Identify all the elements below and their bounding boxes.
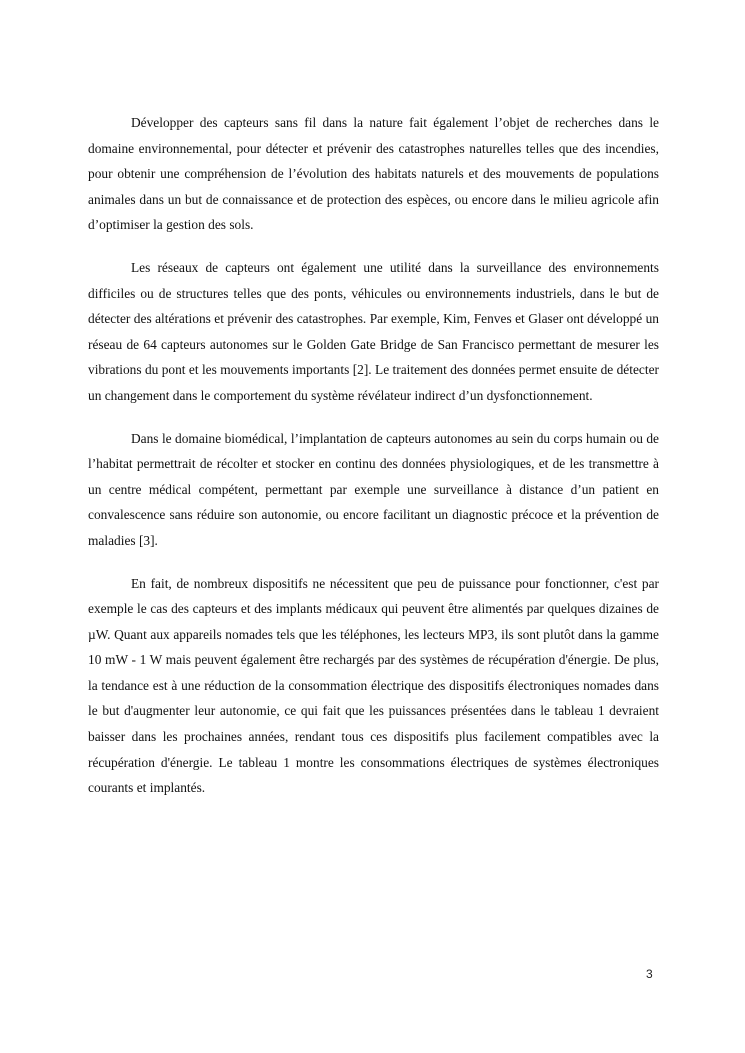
paragraph-power-consumption: En fait, de nombreux dispositifs ne nécessitent que peu de puissance pour fonctionner, c'est par exemple le cas des capteurs et des implants médicaux qui peuvent être alimentés par quelques dizaines de µW. Quant aux appareils nomades tels que les téléphones, les lecteurs MP3, ils sont plutôt dans la gamme 10 mW - 1 W mais peuvent également être rechargés par des systèmes de récupération d'énergie. De plus, la tendance est à une réduction de la consommation électrique des dispositifs électroniques nomades dans le but d'augmenter leur autonomie, ce qui fait que les puissances présentées dans le tableau 1 devraient baisser dans les prochaines années, rendant tous ces dispositifs plus facilement compatibles avec la récupération d'énergie. Le tableau 1 montre les consommations électriques de systèmes électroniques courants et implantés. bbox=[88, 575, 659, 796]
page-number: 3 bbox=[646, 967, 653, 981]
paragraph-environment: Développer des capteurs sans fil dans la nature fait également l’objet de recherches dans le domaine environnemental, pour détecter et prévenir des catastrophes naturelles telles que des incendies, pour obtenir une compréhension de l’évolution des habitats naturels et des mouvements de populations animales dans un but de connaissance et de protection des espèces, ou encore dans le milieu agricole afin d’optimiser la gestion des sols. bbox=[88, 115, 659, 233]
paragraph-biomedical: Dans le domaine biomédical, l’implantation de capteurs autonomes au sein du corps humain ou de l’habitat permettrait de récolter et stocker en continu des données physiologiques, et de les transmettre à un centre médical compétent, permettant par exemple une surveillance à distance d’un patient en convalescence sans réduire son autonomie, ou encore facilitant un diagnostic précoce et la prévention de maladies [3]. bbox=[88, 430, 659, 548]
body-text bbox=[88, 110, 659, 818]
paragraph-structural-monitoring: Les réseaux de capteurs ont également une utilité dans la surveillance des environnements difficiles ou de structures telles que des ponts, véhicules ou environnements industriels, dans le but de détecter des altérations et prévenir des catastrophes. Par exemple, Kim, Fenves et Glaser ont développé un réseau de 64 capteurs autonomes sur le Golden Gate Bridge de San Francisco permettant de mesurer les vibrations du pont et les mouvements importants [2]. Le traitement des données permet ensuite de détecter un changement dans le comportement du système révélateur indirect d’un dysfonctionnement. bbox=[88, 259, 659, 403]
